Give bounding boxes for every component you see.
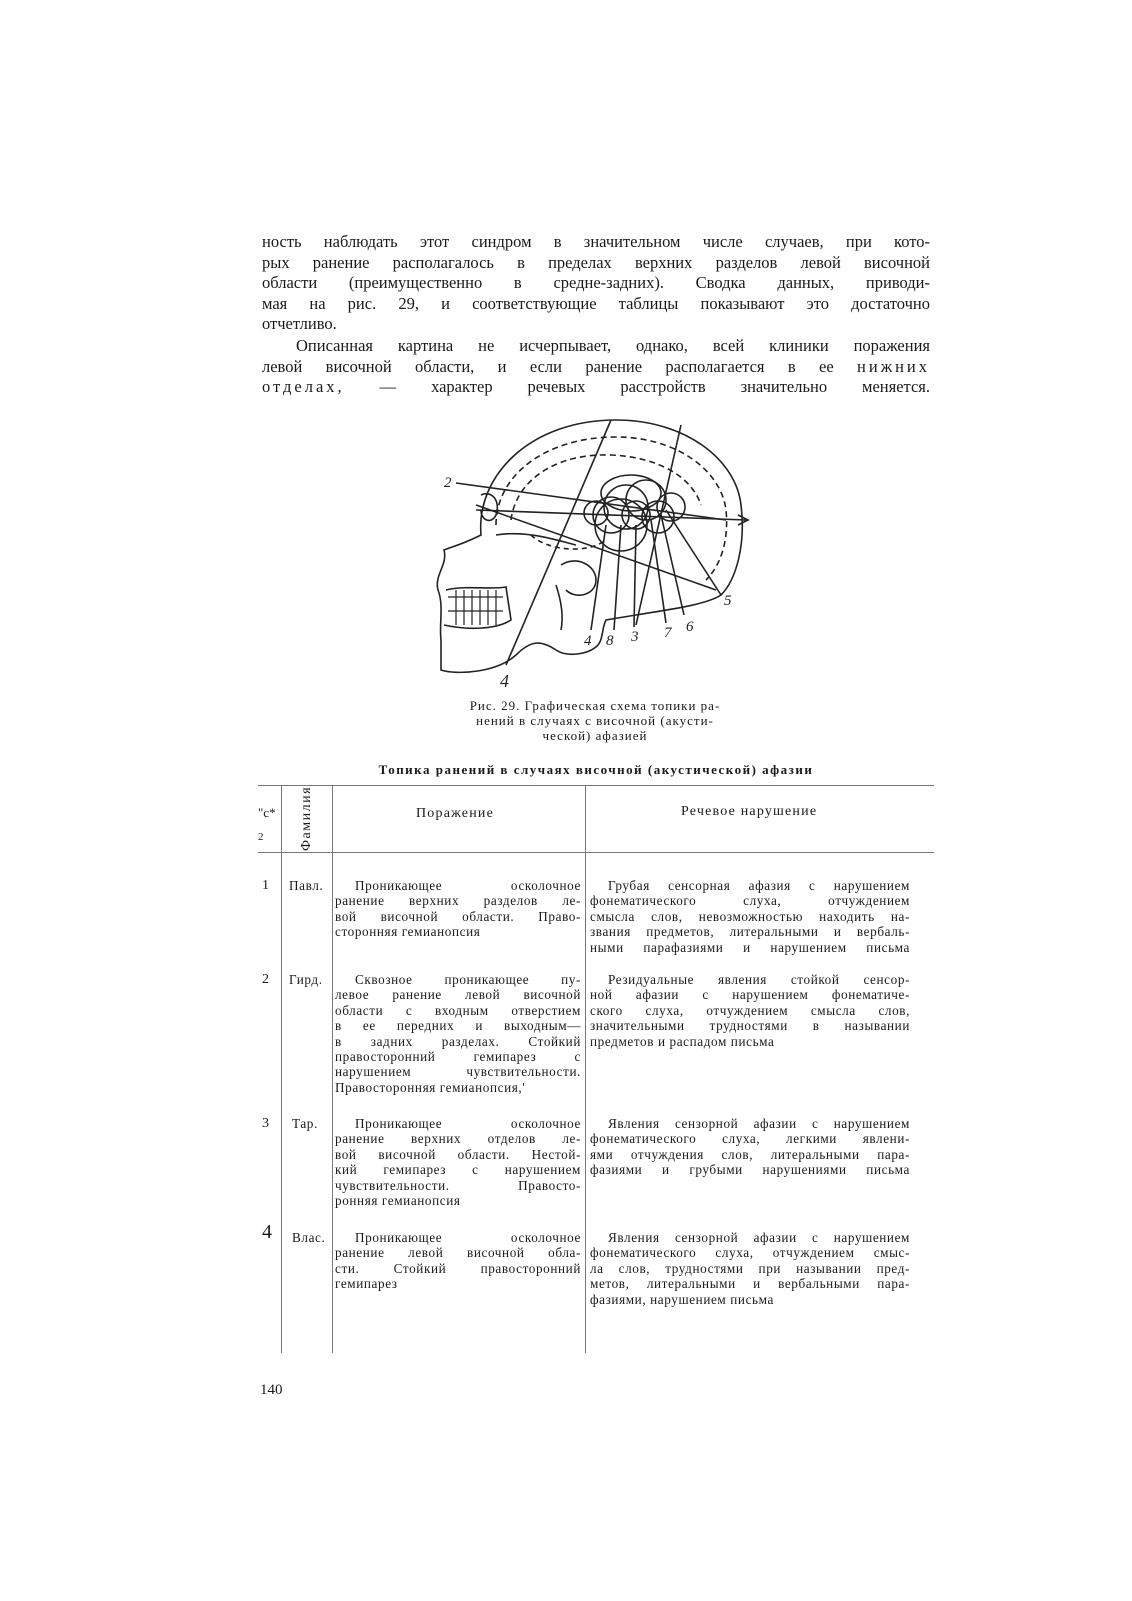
lesion-line: гемипарез [335, 1276, 398, 1292]
column-rule [332, 785, 333, 1353]
lesion-line: кий гемипарез с нарушением [335, 1162, 581, 1178]
spaced-emphasis: отделах, [262, 377, 345, 397]
paragraph-2-line [262, 336, 930, 357]
lesion-line: сторонняя гемианопсия [335, 924, 481, 940]
lesion-line: ронняя гемианопсия [335, 1193, 461, 1209]
lesion-line: в ее передних и выходным— [335, 1018, 581, 1034]
figure-label: 6 [686, 619, 694, 635]
figure-label: 4 [500, 671, 509, 690]
paragraph-2 [262, 336, 930, 398]
paragraph-2-line [262, 357, 930, 378]
lesion-line: ранение верхних отделов ле- [335, 1131, 581, 1147]
lesion-line: области с входным отверстием [335, 1002, 581, 1018]
lesion-table [258, 785, 934, 1353]
row-speech [590, 1230, 910, 1307]
speech-line: звания предметов, литеральными и вербаль- [590, 924, 910, 940]
label-line [591, 525, 606, 630]
row-number: 1 [262, 878, 270, 893]
row-speech [590, 878, 910, 955]
row-number: 3 [262, 1116, 270, 1131]
row-lesion [335, 972, 581, 1095]
speech-line: значительными трудностями в назывании [590, 1018, 910, 1034]
figure-label: 8 [606, 633, 614, 649]
figure-label: 3 [631, 629, 639, 645]
speech-line: фонематического слуха, отчуждением смыс- [590, 1245, 910, 1261]
speech-line: смысла слов, невозможностью находить на- [590, 908, 910, 924]
lesion-line: в задних разделах. Стойкий [335, 1033, 581, 1049]
ear [561, 561, 596, 595]
lesion-line: ранение левой височной обла- [335, 1245, 581, 1261]
caption-line: Рис. 29. Графическая схема топики ра- [469, 698, 721, 713]
page-number: 140 [260, 1382, 283, 1398]
speech-line: ными парафазиями и нарушением письма [590, 939, 910, 955]
lesion-column-header: Поражение [416, 806, 495, 821]
paragraph-1-line: области (преимущественно в средне-задних). Сводка данных, приводи- [262, 273, 930, 293]
label-line [614, 525, 621, 630]
spaced-emphasis: нижних [857, 356, 930, 376]
row-speech [590, 1116, 910, 1178]
lesion-line: левое ранение левой височной [335, 987, 581, 1003]
speech-line: фонематического слуха, отчуждением [590, 893, 910, 909]
label-line [636, 425, 681, 625]
column-rule [585, 785, 586, 1353]
lesion-line: вой височной области. Право- [335, 908, 581, 924]
speech-line: Грубая сенсорная афазия с нарушением [608, 878, 910, 893]
row-lesion [335, 1230, 581, 1292]
lesion-line: чувствительности. Правосто- [335, 1177, 581, 1193]
header-bottom-rule [258, 852, 934, 853]
paragraph-1-line: мая на рис. 29, и соответствующие таблицы показывают это достаточно [262, 293, 930, 313]
inner-dashed-outline [496, 437, 727, 580]
speech-line: Явления сензорной афазии с нарушением [608, 1230, 910, 1245]
number-column-header-sub: 2 [258, 831, 264, 843]
paragraph-1 [262, 232, 930, 335]
lesion-line: Правосторонняя гемианопсия,' [335, 1079, 526, 1095]
lesion-line: Сквозное проникающее пу- [355, 972, 581, 987]
teeth [448, 590, 503, 625]
column-rule [281, 785, 282, 1353]
speech-line: ной афазии с нарушением фонематиче- [590, 987, 910, 1003]
lesion-line: сти. Стойкий правосторонний [335, 1260, 581, 1276]
speech-line: ями отчуждения слов, литеральными пара- [590, 1146, 910, 1162]
paragraph-2-text: левой височной области, и если ранение располагается в ее [262, 356, 834, 376]
speech-line: ла слов, трудностями при назывании пред- [590, 1260, 910, 1276]
speech-line: предметов и распадом письма [590, 1033, 775, 1049]
label-line [661, 515, 684, 615]
speech-line: фонематического слуха, легкими явлени- [590, 1131, 910, 1147]
row-surname: Влас. [292, 1230, 326, 1245]
paragraph-1-line: ность наблюдать этот синдром в значительном числе случаев, при кото- [262, 232, 930, 251]
lesion-circle [626, 480, 666, 520]
speech-line: фазиями, нарушением письма [590, 1291, 774, 1307]
label-line [506, 420, 611, 665]
paragraph-2-text: — характер речевых расстройств значительно меняется. [379, 377, 930, 397]
figure-label: 4 [584, 633, 592, 649]
lesion-line: правосторонний гемипарез с [335, 1049, 581, 1065]
mandible [556, 585, 562, 630]
row-lesion [335, 878, 581, 940]
figure-caption [430, 698, 760, 743]
paragraph-2-text: Описанная картина не исчерпывает, однако, всей клиники поражения [296, 336, 930, 355]
lesion-line: Проникающее осколочное [355, 1116, 581, 1131]
speech-line: фазиями и грубыми нарушениями письма [590, 1162, 910, 1178]
figure-label: 5 [724, 593, 732, 609]
speech-line: метов, литеральными и вербальными пара- [590, 1276, 910, 1292]
caption-line: нений в случаях с височной (акусти- [476, 713, 714, 728]
number-column-header: "с* [258, 805, 276, 820]
speech-line: Явления сензорной афазии с нарушением [608, 1116, 910, 1131]
figure-label: 7 [664, 625, 672, 641]
lesion-line: Проникающее осколочное [355, 1230, 581, 1245]
surname-column-header: Фамилия [299, 785, 314, 851]
table-title: Топика ранений в случаях височной (акустической) афазии [378, 762, 814, 777]
figure-label: 2 [444, 475, 452, 491]
lesion-line: вой височной области. Нестой- [335, 1146, 581, 1162]
row-surname: Павл. [289, 878, 324, 893]
row-surname: Гирд. [289, 972, 323, 987]
row-lesion [335, 1116, 581, 1208]
jaw [444, 587, 511, 628]
row-speech [590, 972, 910, 1049]
paragraph-1-line: рых ранение располагалось в пределах верхних разделов левой височной [262, 252, 930, 272]
row-number: 2 [262, 972, 270, 987]
row-number: 4 [262, 1221, 273, 1243]
speech-line: Резидуальные явления стойкой сенсор- [608, 972, 910, 987]
lesion-line: ранение верхних разделов ле- [335, 893, 581, 909]
lesion-line: Проникающее осколочное [355, 878, 581, 893]
paragraph-1-line: отчетливо. [262, 314, 337, 334]
lesion-line: нарушением чувствительности. [335, 1064, 581, 1080]
label-line [634, 525, 636, 627]
caption-line: ческой) афазией [542, 728, 648, 743]
row-surname: Тар. [292, 1116, 318, 1131]
table-top-rule [258, 785, 934, 786]
paragraph-2-line [262, 377, 930, 398]
head-topography-figure [436, 415, 776, 690]
speech-line: ского слуха, отчуждением смысла слов, [590, 1002, 910, 1018]
speech-column-header: Речевое нарушение [681, 804, 818, 819]
